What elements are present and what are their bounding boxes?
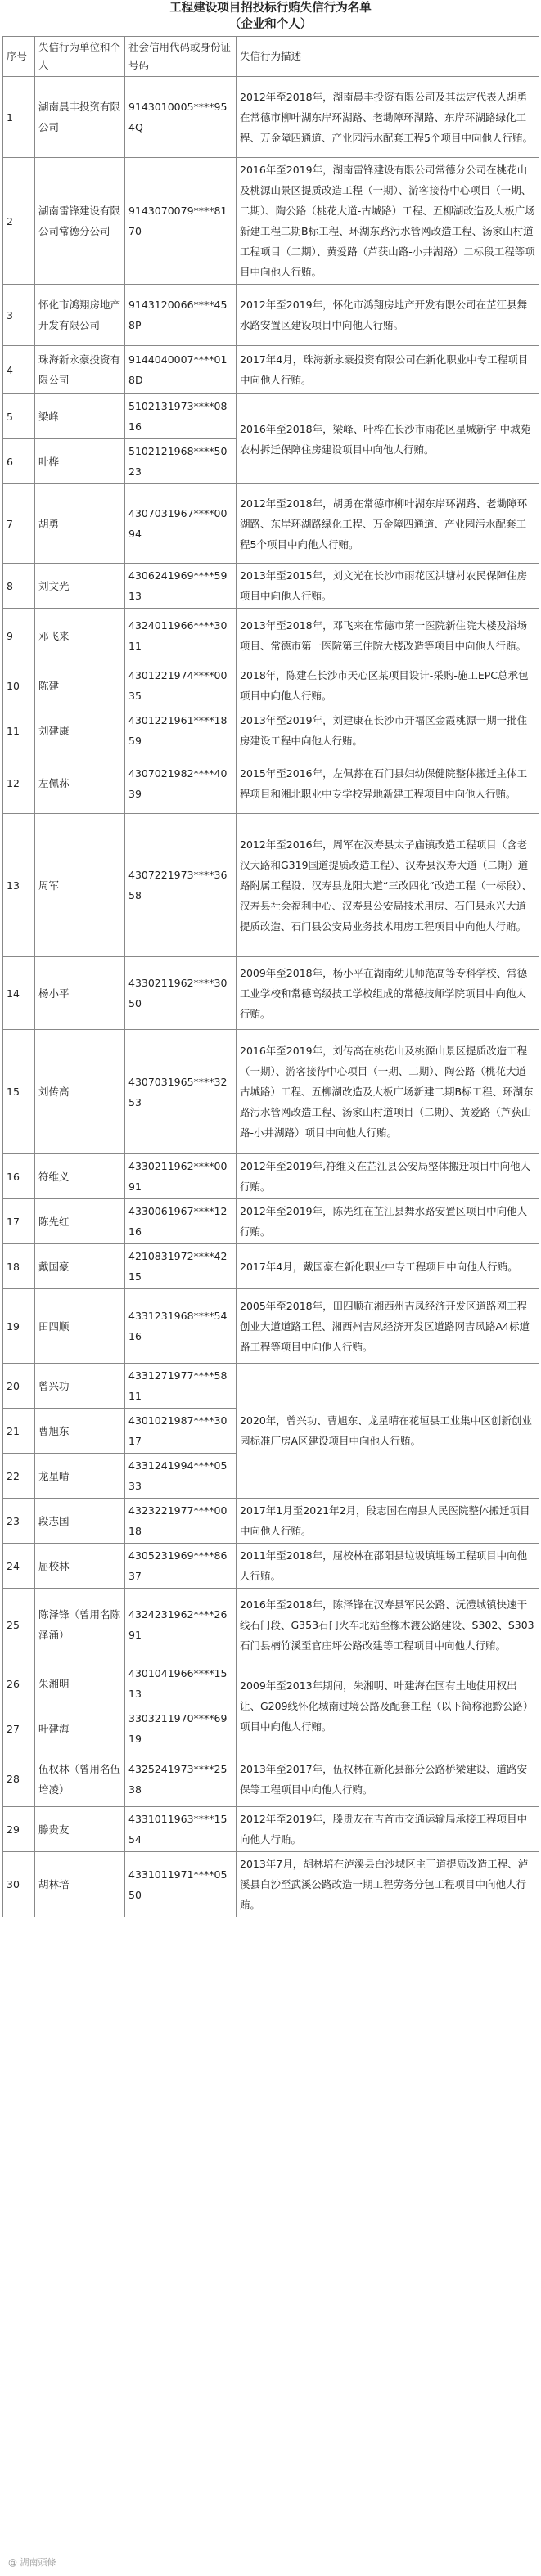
table-row: [3, 708, 539, 753]
table-row: [3, 1244, 539, 1289]
credit-code: 4324231962****2691: [125, 1589, 237, 1661]
misconduct-description: 2012年至2016年，周军在汉寿县太子庙镇改造工程项目（含老汉大路和G319国道提质改造工程）、汉寿县汉寿大道（二期）道路附属工程设、汉寿县龙阳大道“三改四化”改造工程（一标段）、汉寿县社会福利中心、汉寿县公安局技术用房、石门县永兴大道提质改造、石门县公安局业务技术用房工程项目中向他人行贿。: [237, 814, 539, 957]
misconduct-description: 2013年至2015年，刘文光在长沙市雨花区洪塘村农民保障住房项目中向他人行贿。: [237, 564, 539, 609]
row-number: 8: [3, 564, 35, 609]
entity-name: 梁峰: [35, 394, 125, 439]
credit-code: 4331271977****5811: [125, 1364, 237, 1409]
entity-name: 伍权林（曾用名伍培凌）: [35, 1751, 125, 1807]
credit-code: 4324011966****3011: [125, 609, 237, 663]
table-row: [3, 1154, 539, 1199]
entity-name: 戴国豪: [35, 1244, 125, 1289]
misconduct-description: 2012年至2019年，滕贵友在吉首市交通运输局承接工程项目中向他人行贿。: [237, 1807, 539, 1852]
watermark: @ 湖南頭條: [8, 2557, 56, 2568]
row-number: 2: [3, 158, 35, 285]
credit-code: 3303211970****6919: [125, 1706, 237, 1751]
table-header-row: [3, 37, 539, 77]
row-number: 9: [3, 609, 35, 663]
misconduct-description: 2016年至2019年，刘传高在桃花山及桃源山景区提质改造工程（一期）、游客接待中心项目（一期、二期）、陶公路（桃花大道-古城路）工程、五柳湖改造及大板广场新建二期B标工程、环湖东路污水管网改造工程、汤家山村道项目（二期）、黄爱路（芦获山路-小井湖路）项目中向他人行贿。: [237, 1030, 539, 1154]
misconduct-description: 2012年至2019年，怀化市鸿翔房地产开发有限公司在芷江县舞水路安置区建设项目中向他人行贿。: [237, 285, 539, 346]
entity-name: 刘建康: [35, 708, 125, 753]
misconduct-description: 2020年，曾兴功、曹旭东、龙星晴在花垣县工业集中区创新创业园标准厂房A区建设项目中向他人行贿。: [237, 1364, 539, 1499]
entity-name: 曾兴功: [35, 1364, 125, 1409]
credit-code: 9143010005****954Q: [125, 77, 237, 158]
row-number: 30: [3, 1852, 35, 1917]
credit-code: 4330211962****0091: [125, 1154, 237, 1199]
entity-name: 胡勇: [35, 484, 125, 564]
credit-code: 4307031967****0094: [125, 484, 237, 564]
misconduct-description: 2017年1月至2021年2月，段志国在南县人民医院整体搬迁项目中向他人行贿。: [237, 1499, 539, 1544]
table-row: [3, 1852, 539, 1917]
credit-code: 4210831972****4215: [125, 1244, 237, 1289]
row-number: 6: [3, 439, 35, 484]
entity-name: 陈建: [35, 663, 125, 708]
row-number: 5: [3, 394, 35, 439]
credit-code: 4323221977****0018: [125, 1499, 237, 1544]
row-number: 10: [3, 663, 35, 708]
entity-name: 陈先红: [35, 1199, 125, 1244]
misconduct-description: 2013年至2018年，邓飞来在常德市第一医院新住院大楼及浴场项目、常德市第一医院第三住院大楼改造等项目中向他人行贿。: [237, 609, 539, 663]
table-row: [3, 814, 539, 957]
entity-name: 邓飞来: [35, 609, 125, 663]
table-row: [3, 957, 539, 1030]
row-number: 25: [3, 1589, 35, 1661]
misconduct-description: 2018年，陈建在长沙市天心区某项目设计-采购-施工EPC总承包项目中向他人行贿。: [237, 663, 539, 708]
credit-code: 4301021987****3017: [125, 1409, 237, 1454]
misconduct-description: 2015年至2016年，左佩荪在石门县妇幼保健院整体搬迁主体工程项目和湘北职业中专学校异地新建工程项目中向他人行贿。: [237, 753, 539, 814]
credit-code: 4301221961****1859: [125, 708, 237, 753]
row-number: 7: [3, 484, 35, 564]
entity-name: 陈泽锋（曾用名陈泽涌）: [35, 1589, 125, 1661]
row-number: 24: [3, 1544, 35, 1589]
credit-code: 4307031965****3253: [125, 1030, 237, 1154]
row-number: 14: [3, 957, 35, 1030]
header-code: 社会信用代码或身份证号码: [125, 37, 237, 77]
entity-name: 段志国: [35, 1499, 125, 1544]
row-number: 21: [3, 1409, 35, 1454]
misconduct-description: 2016年至2018年，陈泽锋在汉寿县军民公路、沅澧城镇快速干线石门段、G353石门火车北站至橡木渡公路建设、S302、S303石门县楠竹溪至官庄坪公路改建等工程项目中向他人行贿。: [237, 1589, 539, 1661]
table-row: [3, 77, 539, 158]
credit-code: 9143070079****8170: [125, 158, 237, 285]
credit-code: 5102131973****0816: [125, 394, 237, 439]
row-number: 23: [3, 1499, 35, 1544]
header-desc: 失信行为描述: [237, 37, 539, 77]
misconduct-description: 2016年至2018年，梁峰、叶桦在长沙市雨花区星城新宇·中城苑农村拆迁保障住房建设项目中向他人行贿。: [237, 394, 539, 484]
row-number: 17: [3, 1199, 35, 1244]
table-row: [3, 346, 539, 394]
row-number: 15: [3, 1030, 35, 1154]
row-number: 16: [3, 1154, 35, 1199]
row-number: 4: [3, 346, 35, 394]
table-row: [3, 1661, 539, 1706]
row-number: 20: [3, 1364, 35, 1409]
table-row: [3, 1499, 539, 1544]
credit-code: 4306241969****5913: [125, 564, 237, 609]
entity-name: 周军: [35, 814, 125, 957]
credit-code: 4305231969****8637: [125, 1544, 237, 1589]
table-row: [3, 1751, 539, 1807]
misconduct-description: 2017年4月，戴国豪在新化职业中专工程项目中向他人行贿。: [237, 1244, 539, 1289]
entity-name: 符维义: [35, 1154, 125, 1199]
entity-name: 刘文光: [35, 564, 125, 609]
misconduct-description: 2011年至2018年，屈校林在邵阳县垃圾填埋场工程项目中向他人行贿。: [237, 1544, 539, 1589]
row-number: 22: [3, 1454, 35, 1499]
table-row: [3, 484, 539, 564]
entity-name: 左佩荪: [35, 753, 125, 814]
credit-code: 4331011963****1554: [125, 1807, 237, 1852]
table-row: [3, 394, 539, 439]
entity-name: 田四顺: [35, 1289, 125, 1364]
entity-name: 叶桦: [35, 439, 125, 484]
credit-code: 4325241973****2538: [125, 1751, 237, 1807]
row-number: 13: [3, 814, 35, 957]
misconduct-description: 2012年至2019年，陈先红在芷江县舞水路安置区项目中向他人行贿。: [237, 1199, 539, 1244]
credit-code: 4330061967****1216: [125, 1199, 237, 1244]
row-number: 28: [3, 1751, 35, 1807]
row-number: 11: [3, 708, 35, 753]
entity-name: 杨小平: [35, 957, 125, 1030]
entity-name: 湖南雷锋建设有限公司常德分公司: [35, 158, 125, 285]
entity-name: 怀化市鸿翔房地产开发有限公司: [35, 285, 125, 346]
table-row: [3, 753, 539, 814]
entity-name: 滕贵友: [35, 1807, 125, 1852]
table-row: [3, 1289, 539, 1364]
table-row: [3, 1364, 539, 1409]
row-number: 12: [3, 753, 35, 814]
entity-name: 刘传高: [35, 1030, 125, 1154]
table-row: [3, 1589, 539, 1661]
table-row: [3, 1199, 539, 1244]
table-row: [3, 1030, 539, 1154]
entity-name: 珠海新永豪投资有限公司: [35, 346, 125, 394]
page-subtitle: （企业和个人）: [228, 18, 313, 31]
entity-name: 胡林培: [35, 1852, 125, 1917]
row-number: 19: [3, 1289, 35, 1364]
header-no: 序号: [3, 37, 35, 77]
entity-name: 龙星晴: [35, 1454, 125, 1499]
misconduct-description: 2016年至2019年，湖南雷锋建设有限公司常德分公司在桃花山及桃源山景区提质改造工程（一期）、游客接待中心项目（一期、二期）、陶公路（桃花大道-古城路）工程、五柳湖改造及大板广场新建工程二期B标工程、环湖东路污水管网改造工程、汤家山村道工程项目（二期）、黄爱路（芦获山路-小井湖路）二标段工程等项目中向他人行贿。: [237, 158, 539, 285]
table-row: [3, 285, 539, 346]
blacklist-table: [2, 36, 539, 1917]
misconduct-description: 2013年至2019年，刘建康在长沙市开福区金霞桃源一期一批住房建设工程中向他人行贿。: [237, 708, 539, 753]
misconduct-description: 2017年4月，珠海新永豪投资有限公司在新化职业中专工程项目中向他人行贿。: [237, 346, 539, 394]
page-title: 工程建设项目招投标行贿失信行为名单: [169, 2, 372, 15]
credit-code: 5102121968****5023: [125, 439, 237, 484]
entity-name: 屈校林: [35, 1544, 125, 1589]
misconduct-description: 2009年至2013年期间，朱湘明、叶建海在国有土地使用权出让、G209线怀化城南过境公路及配套工程（以下简称池黔公路）项目中向他人行贿。: [237, 1661, 539, 1751]
misconduct-description: 2009年至2018年，杨小平在湖南幼儿师范高等专科学校、常德工业学校和常德高级技工学校组成的常德技师学院项目中向他人行贿。: [237, 957, 539, 1030]
row-number: 3: [3, 285, 35, 346]
credit-code: 4331231968****5416: [125, 1289, 237, 1364]
misconduct-description: 2012年至2019年,符维义在芷江县公安局整体搬迁项目中向他人行贿。: [237, 1154, 539, 1199]
misconduct-description: 2005年至2018年，田四顺在湘西州吉凤经济开发区道路网工程创业大道道路工程、湘西州吉凤经济开发区道路网吉凤路A4标道路工程等项目中向他人行贿。: [237, 1289, 539, 1364]
credit-code: 4331011971****0550: [125, 1852, 237, 1917]
table-row: [3, 609, 539, 663]
credit-code: 4301221974****0035: [125, 663, 237, 708]
entity-name: 曹旭东: [35, 1409, 125, 1454]
row-number: 18: [3, 1244, 35, 1289]
entity-name: 朱湘明: [35, 1661, 125, 1706]
credit-code: 4307221973****3658: [125, 814, 237, 957]
misconduct-description: 2013年至2017年，伍权林在新化县部分公路桥梁建设、道路安保等工程项目中向他人行贿。: [237, 1751, 539, 1807]
misconduct-description: 2012年至2018年，胡勇在常德市柳叶湖东岸环湖路、老墈障环湖路、东岸环湖路绿化工程、万金障四通道、产业园污水配套工程5个项目中向他人行贿。: [237, 484, 539, 564]
credit-code: 4331241994****0533: [125, 1454, 237, 1499]
credit-code: 4307021982****4039: [125, 753, 237, 814]
row-number: 29: [3, 1807, 35, 1852]
misconduct-description: 2013年7月，胡林培在泸溪县白沙城区主干道提质改造工程、泸溪县白沙至武溪公路改造一期工程劳务分包工程项目中向他人行贿。: [237, 1852, 539, 1917]
table-row: [3, 1544, 539, 1589]
table-row: [3, 1807, 539, 1852]
table-row: [3, 564, 539, 609]
credit-code: 4301041966****1513: [125, 1661, 237, 1706]
table-row: [3, 158, 539, 285]
table-row: [3, 663, 539, 708]
row-number: 26: [3, 1661, 35, 1706]
entity-name: 湖南晨丰投资有限公司: [35, 77, 125, 158]
entity-name: 叶建海: [35, 1706, 125, 1751]
misconduct-description: 2012年至2018年，湖南晨丰投资有限公司及其法定代表人胡勇在常德市柳叶湖东岸环湖路、老墈障环湖路、东岸环湖路绿化工程、万金障四通道、产业园污水配套工程5个项目中向他人行贿。: [237, 77, 539, 158]
row-number: 27: [3, 1706, 35, 1751]
credit-code: 9143120066****458P: [125, 285, 237, 346]
header-name: 失信行为单位和个人: [35, 37, 125, 77]
credit-code: 4330211962****3050: [125, 957, 237, 1030]
row-number: 1: [3, 77, 35, 158]
credit-code: 9144040007****018D: [125, 346, 237, 394]
